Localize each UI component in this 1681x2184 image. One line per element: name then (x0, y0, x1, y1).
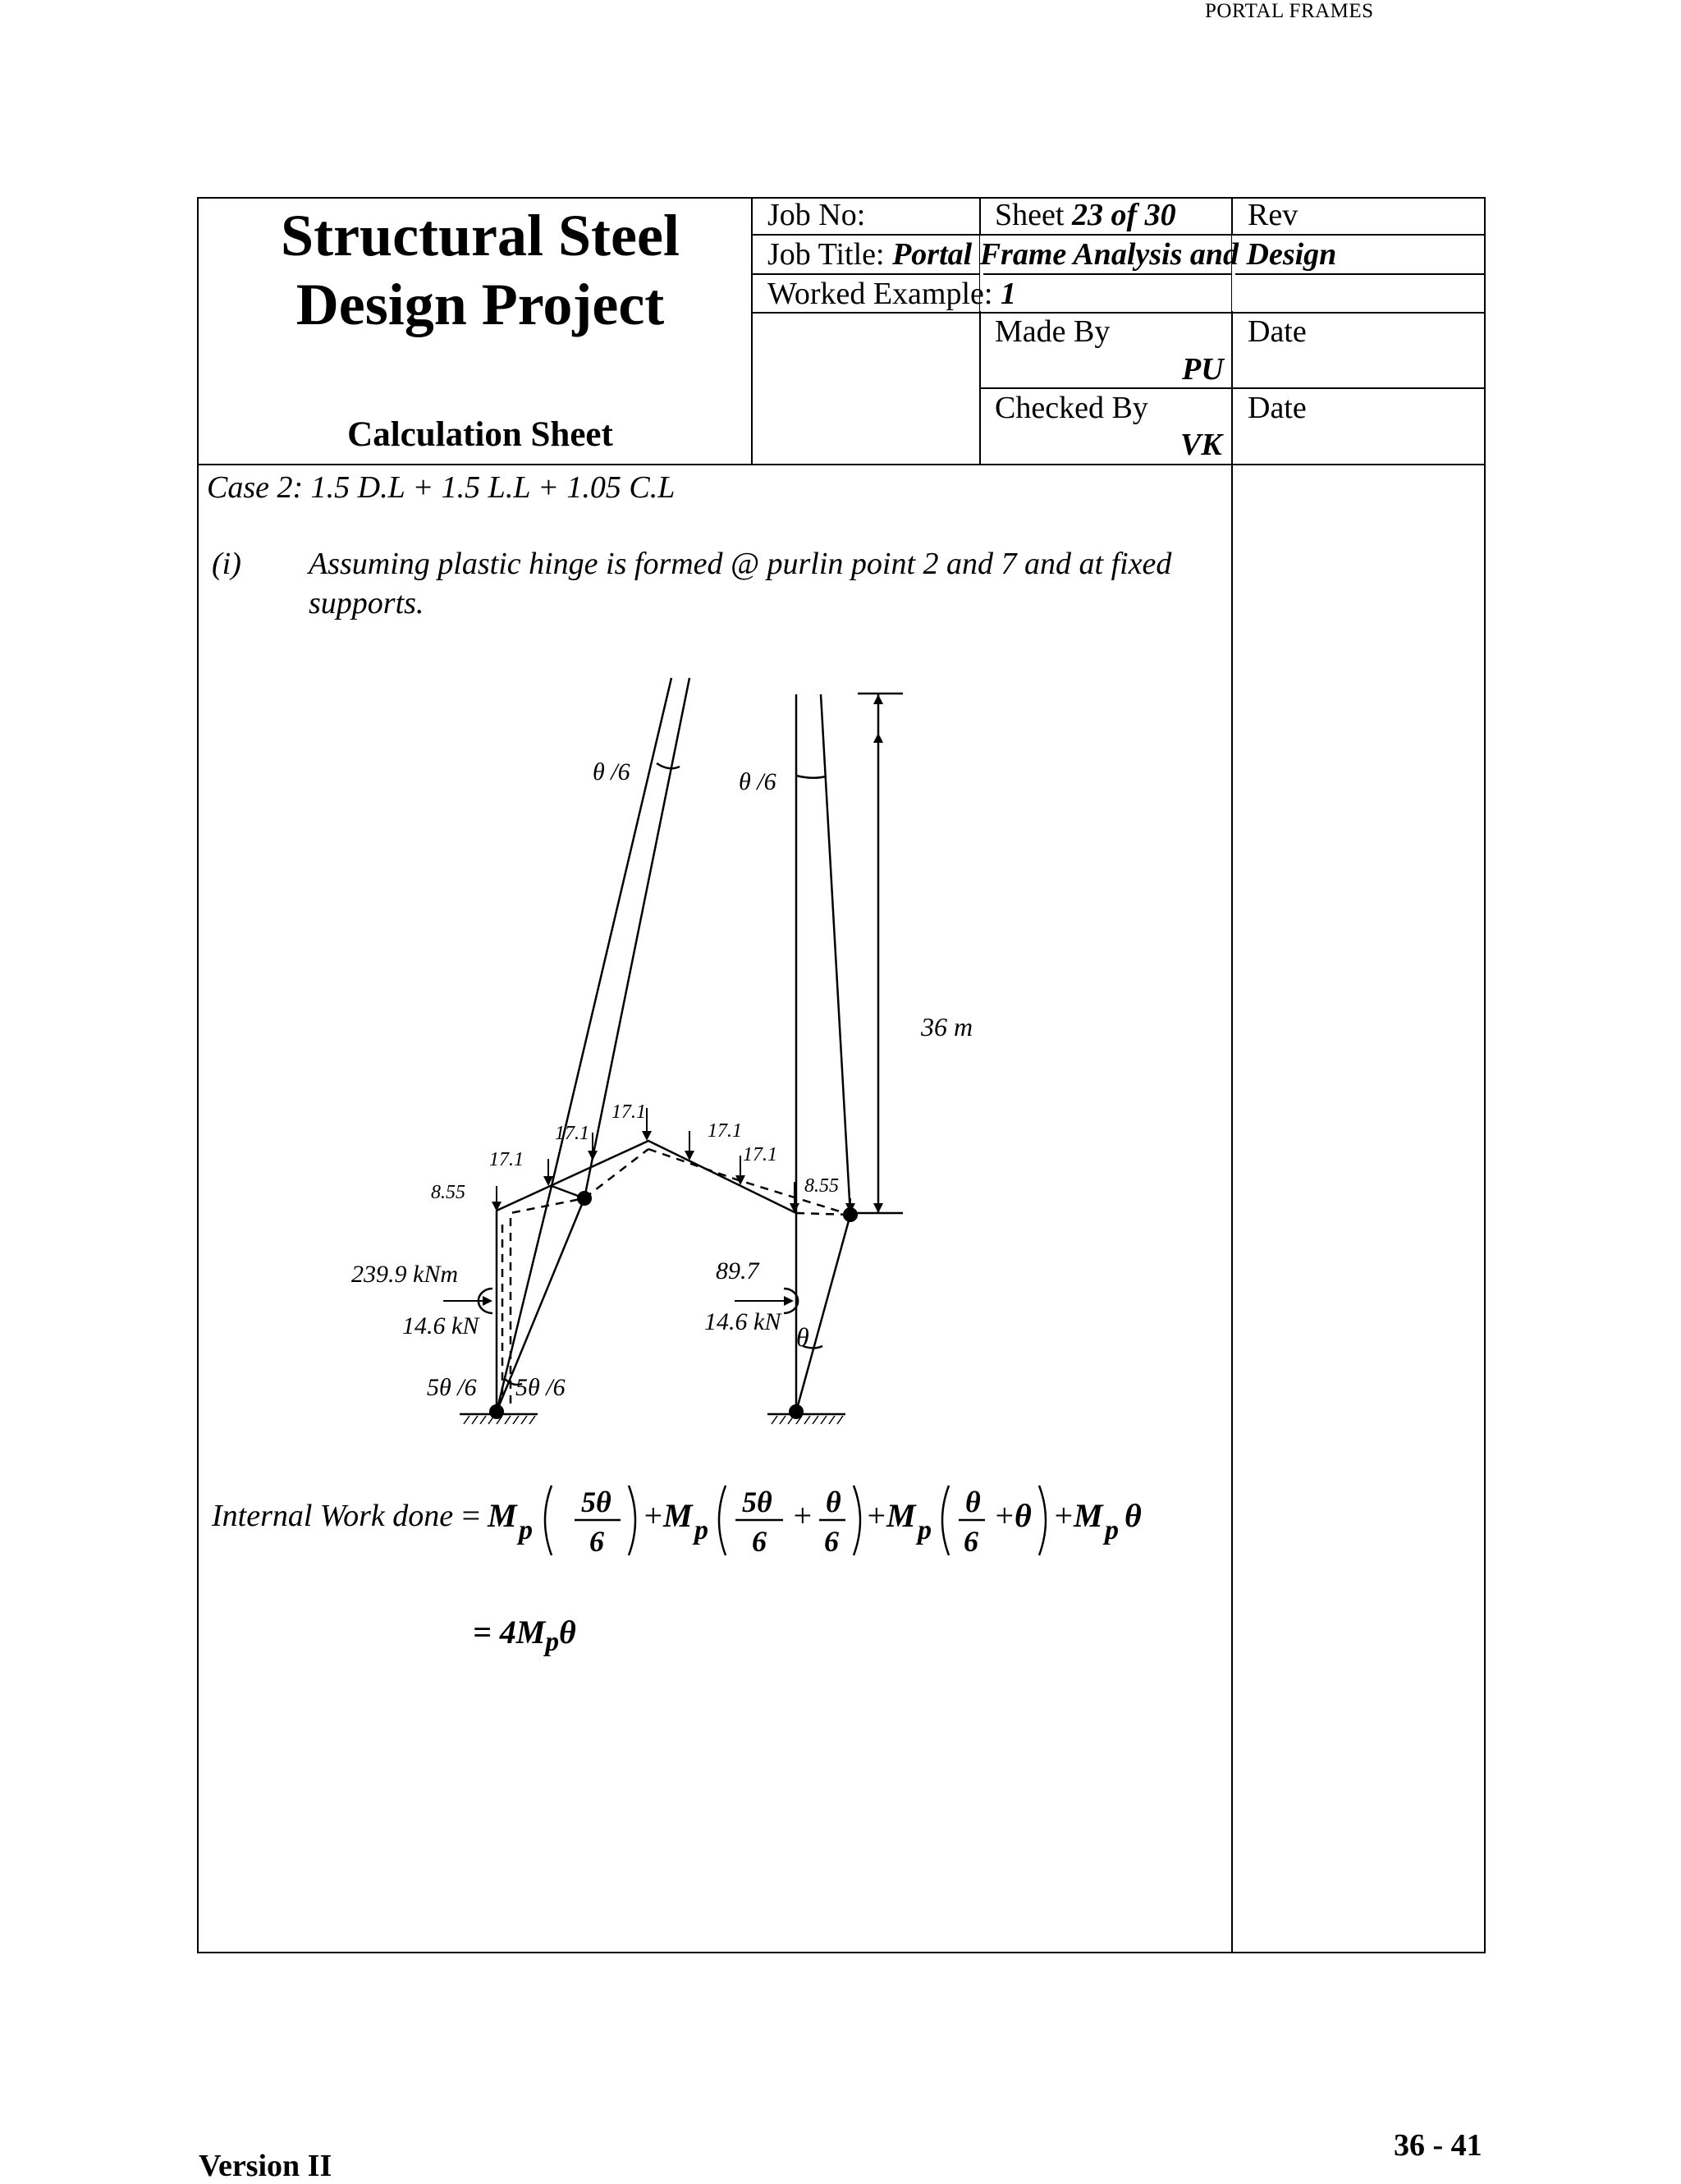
angle-arc-left-top (657, 763, 680, 768)
base-angle-label-a: 5θ /6 (427, 1374, 477, 1401)
internal-work-result (473, 1613, 576, 1658)
internal-work-equation (460, 1461, 1198, 1576)
svg-text:p: p (519, 1515, 533, 1545)
svg-text:θ: θ (965, 1486, 981, 1518)
height-label: 36 m (921, 1012, 973, 1042)
result-subscript: p (545, 1627, 560, 1657)
plastic-hinge-left-rafter (577, 1191, 592, 1206)
date-label-2: Date (1248, 391, 1307, 425)
made-by-label: Made By (995, 314, 1111, 349)
checked-by-label: Checked By (995, 391, 1148, 425)
force-label-left: 14.6 kN (402, 1312, 479, 1339)
job-no-label: Job No: (767, 198, 866, 232)
deflected-right-dashed (796, 1213, 850, 1215)
running-head: PORTAL FRAMES (1205, 0, 1374, 22)
base-angle-label-b: 5θ /6 (515, 1374, 566, 1401)
svg-text:+: + (1052, 1497, 1074, 1534)
worked-example-value: 1 (1000, 277, 1016, 311)
internal-work-label: Internal Work done (212, 1499, 454, 1533)
job-title-value: Portal Frame Analysis and Design (892, 237, 1337, 272)
sheet-value: 23 of 30 (1071, 198, 1176, 232)
svg-text:6: 6 (752, 1525, 767, 1558)
load-label-2: 17.1 (489, 1149, 524, 1170)
calculation-sheet-label: Calculation Sheet (347, 415, 613, 454)
checked-by-value: VK (1180, 428, 1222, 462)
svg-text:M: M (1074, 1497, 1103, 1534)
worked-example-label: Worked Example: (767, 277, 993, 311)
svg-text:p: p (694, 1515, 708, 1545)
svg-text:p: p (918, 1515, 932, 1545)
angle-arc-right-top (796, 776, 826, 778)
svg-text:θ: θ (1124, 1497, 1142, 1534)
load-label-3: 17.1 (555, 1123, 589, 1144)
made-by-value: PU (1182, 352, 1224, 387)
version-label: Version II (199, 2149, 332, 2183)
plastic-hinge-right-eave (843, 1207, 858, 1222)
theta-label-right: θ (796, 1322, 809, 1352)
right-long-line-2 (821, 694, 850, 1215)
svg-text:θ: θ (1015, 1497, 1032, 1534)
date-label-1: Date (1248, 314, 1307, 349)
plastic-hinge-right-support (789, 1404, 804, 1419)
svg-text:M: M (663, 1497, 693, 1534)
project-title-line-1: Structural Steel (281, 203, 680, 268)
moment-label-right: 89.7 (716, 1257, 759, 1284)
rev-label: Rev (1248, 198, 1299, 232)
angle-label-right-top: θ /6 (739, 768, 776, 795)
result-text: = 4M (473, 1614, 546, 1651)
svg-text:M: M (886, 1497, 916, 1534)
svg-text:5θ: 5θ (742, 1486, 772, 1518)
svg-text:6: 6 (964, 1525, 978, 1558)
load-label-7: 8.55 (804, 1175, 839, 1197)
svg-text:+: + (993, 1497, 1015, 1534)
svg-text:+: + (791, 1497, 813, 1534)
load-case-line: Case 2: 1.5 D.L + 1.5 L.L + 1.05 C.L (207, 470, 676, 505)
item-text-line-2: supports. (309, 586, 424, 620)
svg-text:6: 6 (589, 1525, 604, 1558)
project-title-line-2: Design Project (295, 272, 665, 337)
sheet-label: Sheet (995, 198, 1065, 232)
item-text-line-1: Assuming plastic hinge is formed @ purlin point 2 and 7 and at fixed (309, 547, 1172, 581)
load-label-6: 17.1 (743, 1144, 777, 1165)
svg-text:6: 6 (824, 1525, 839, 1558)
svg-text:+: + (865, 1497, 887, 1534)
item-marker: (i) (212, 547, 241, 581)
result-theta: θ (559, 1614, 576, 1651)
svg-text:M: M (488, 1497, 517, 1534)
angle-label-left-top: θ /6 (593, 758, 630, 785)
force-label-right: 14.6 kN (704, 1308, 781, 1335)
job-title-label: Job Title: (767, 237, 885, 272)
svg-text:θ: θ (826, 1486, 841, 1518)
svg-text:p: p (1105, 1515, 1119, 1545)
load-label-4: 17.1 (611, 1101, 646, 1123)
svg-text:5θ: 5θ (581, 1486, 611, 1518)
right-rotated-line (796, 1215, 850, 1412)
load-label-5: 17.1 (708, 1120, 742, 1142)
deflected-left-dashed (511, 1149, 648, 1403)
page-number: 36 - 41 (1394, 2128, 1482, 2163)
moment-label-left: 239.9 kNm (351, 1261, 458, 1288)
plastic-hinge-left-support (489, 1404, 504, 1419)
load-label-1: 8.55 (431, 1182, 465, 1203)
svg-text:=: = (460, 1497, 482, 1534)
svg-text:+: + (642, 1497, 664, 1534)
